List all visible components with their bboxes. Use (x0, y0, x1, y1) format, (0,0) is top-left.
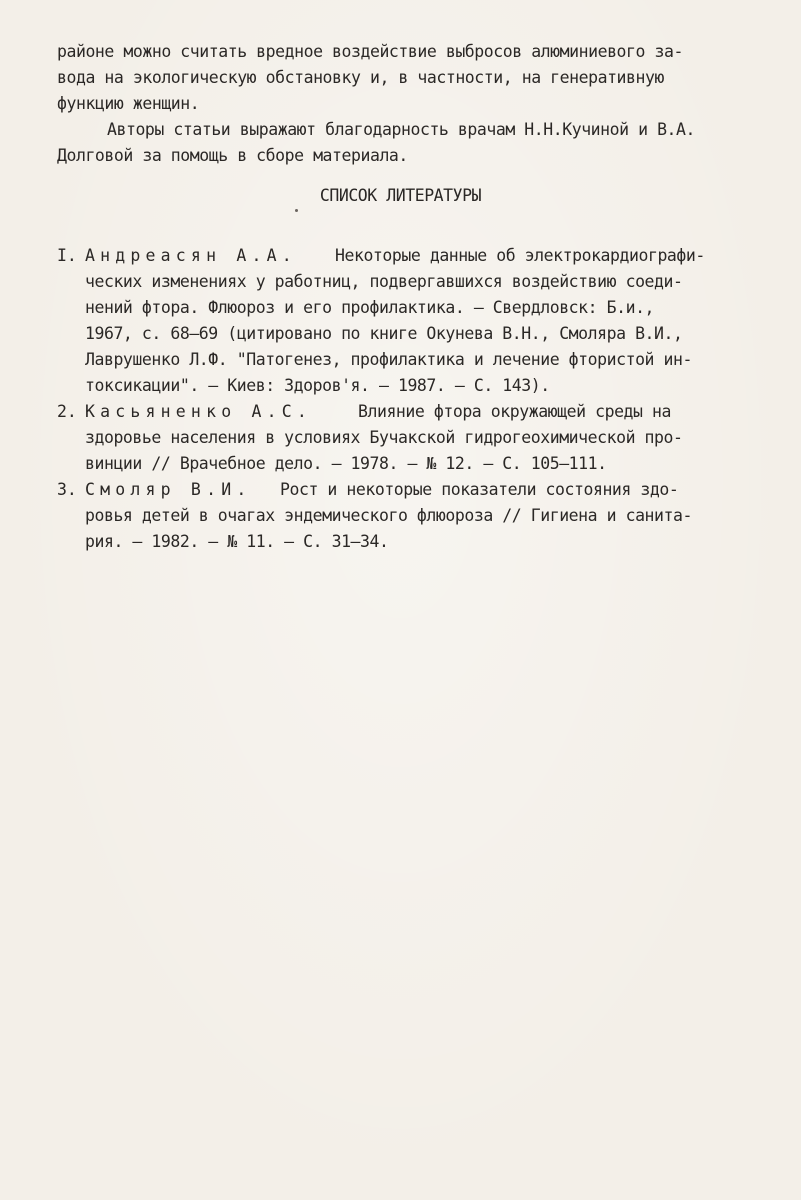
body-text-line: функцию женщин. (57, 94, 200, 113)
reference-line: ческих изменениях у работниц, подвергавшихся воздействию соеди- (85, 272, 683, 291)
reference-line: нений фтора. Флюороз и его профилактика. – Свердловск: Б.и., (85, 298, 655, 317)
reference-line: Лаврушенко Л.Ф. "Патогенез, профилактика и лечение фтористой ин- (85, 350, 692, 369)
body-text-line: районе можно считать вредное воздействие выбросов алюминиевого за- (57, 42, 683, 61)
reference-number: 2. (57, 402, 77, 421)
reference-author: Андреасян А.А. (85, 246, 297, 265)
reference-title-line: Влияние фтора окружающей среды на (358, 402, 671, 421)
reference-line: рия. – 1982. – № 11. – С. 31–34. (85, 532, 389, 551)
reference-line: здоровье населения в условиях Бучакской гидрогеохимической про- (85, 428, 683, 447)
reference-line: винции // Врачебное дело. – 1978. – № 12. – С. 105–111. (85, 454, 607, 473)
body-text-line: Авторы статьи выражают благодарность врачам Н.Н.Кучиной и В.А. (107, 120, 695, 139)
reference-number: I. (57, 246, 77, 265)
body-text-line: вода на экологическую обстановку и, в частности, на генеративную (57, 68, 664, 87)
reference-title-line: Некоторые данные об электрокардиографи- (335, 246, 705, 265)
reference-author: Смоляр В.И. (85, 480, 252, 499)
body-text-line: Долговой за помощь в сборе материала. (57, 146, 408, 165)
reference-author: Касьяненко А.С. (85, 402, 313, 421)
reference-title-line: Рост и некоторые показатели состояния здо- (280, 480, 679, 499)
references-heading: СПИСОК ЛИТЕРАТУРЫ (319, 186, 482, 205)
reference-line: ровья детей в очагах эндемического флюороза // Гигиена и санита- (85, 506, 692, 525)
scan-speck (295, 209, 298, 212)
reference-line: токсикации". – Киев: Здоров'я. – 1987. – С. 143). (85, 376, 550, 395)
reference-line: 1967, с. 68–69 (цитировано по книге Окунева В.Н., Смоляра В.И., (85, 324, 683, 343)
reference-number: 3. (57, 480, 77, 499)
